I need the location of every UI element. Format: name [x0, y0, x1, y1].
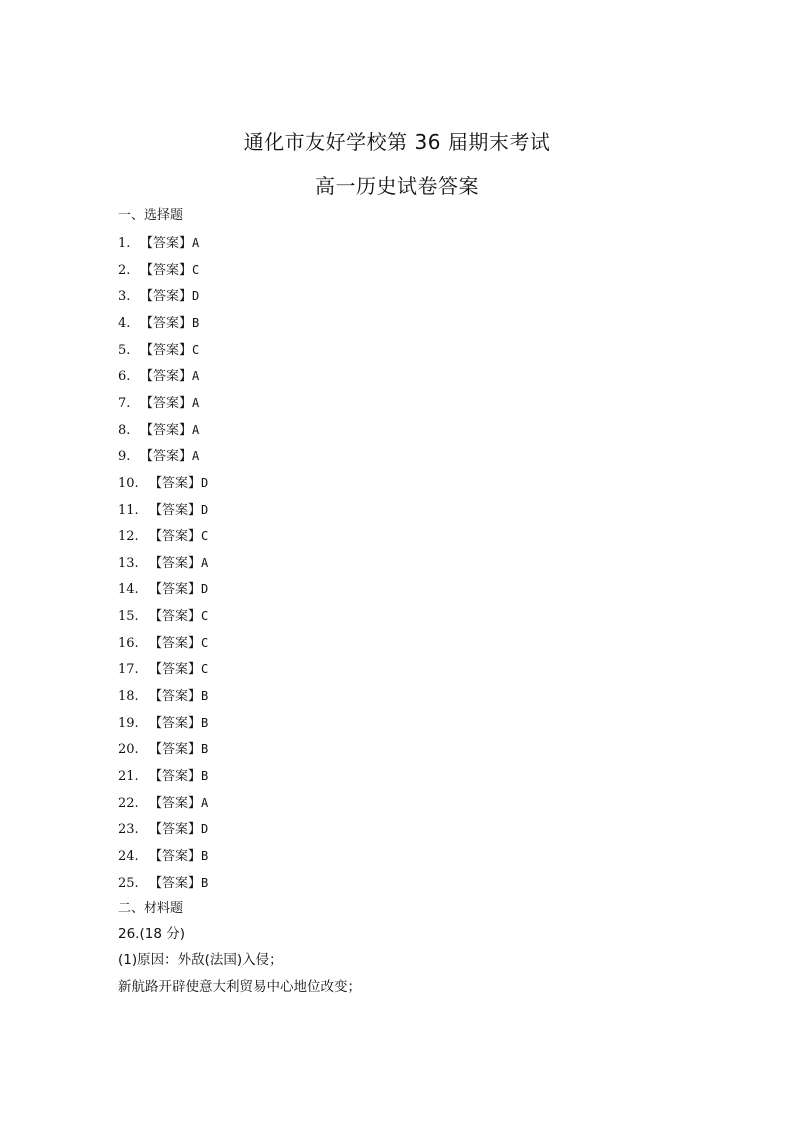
question-number: 8. — [118, 422, 131, 438]
answer-marker: 【答案】 — [149, 582, 202, 598]
answer-marker: 【答案】 — [149, 635, 202, 651]
section-heading-material: 二、材料题 — [118, 901, 184, 917]
question-number: 3. — [118, 289, 131, 305]
question-number: 1. — [118, 236, 131, 251]
answer-letter: A — [192, 369, 200, 384]
answer-marker: 【答案】 — [149, 715, 202, 731]
document-subtitle: 高一历史试卷答案 — [315, 174, 479, 198]
answer-item — [118, 421, 199, 440]
answer-letter: C — [201, 609, 209, 624]
question-number: 16. — [118, 635, 139, 651]
question-number: 17. — [118, 662, 139, 678]
answer-item — [118, 474, 208, 493]
answer-marker: 【答案】 — [149, 529, 202, 545]
answer-item — [118, 687, 208, 706]
question-number: 14. — [118, 582, 139, 598]
answer-letter: C — [201, 662, 209, 677]
answer-letter: C — [192, 262, 200, 277]
answer-marker: 【答案】 — [149, 795, 202, 811]
question-number: 21. — [118, 769, 139, 784]
answer-marker: 【答案】 — [149, 555, 202, 571]
answer-letter: C — [201, 635, 209, 650]
answer-item — [118, 714, 208, 733]
answer-letter: D — [201, 502, 209, 517]
answer-item — [118, 820, 208, 839]
answer-letter: C — [192, 342, 200, 357]
answer-item — [118, 554, 208, 573]
answer-marker: 【答案】 — [140, 289, 193, 305]
question-26-answer-line-2: 新航路开辟使意大利贸易中心地位改变； — [118, 979, 361, 996]
answer-marker: 【答案】 — [140, 449, 193, 465]
answer-letter: D — [201, 822, 209, 837]
answer-marker: 【答案】 — [140, 342, 193, 358]
question-number: 6. — [118, 369, 131, 385]
answer-letter: C — [201, 529, 209, 544]
answer-item — [118, 447, 199, 466]
answer-item — [118, 314, 199, 333]
answer-item — [118, 501, 208, 520]
answer-item — [118, 580, 208, 599]
answer-item — [118, 394, 199, 413]
question-number: 22. — [118, 795, 139, 811]
question-number: 10. — [118, 475, 139, 491]
answer-letter: A — [201, 795, 209, 810]
question-number: 12. — [118, 529, 139, 545]
question-number: 23. — [118, 822, 139, 838]
answer-marker: 【答案】 — [140, 236, 193, 251]
question-number: 2. — [118, 262, 131, 278]
section-heading-choice: 一、选择题 — [118, 208, 184, 223]
answer-letter: A — [192, 422, 200, 437]
answer-marker: 【答案】 — [140, 395, 193, 411]
answer-letter: D — [201, 475, 209, 490]
answer-item — [118, 794, 208, 813]
question-number: 15. — [118, 609, 139, 625]
answer-item — [118, 740, 208, 759]
answer-item — [118, 341, 199, 360]
question-number: 18. — [118, 689, 139, 705]
answer-item — [118, 874, 208, 893]
answer-letter: B — [201, 875, 209, 890]
answer-item — [118, 634, 208, 653]
answer-item — [118, 847, 208, 866]
answer-item — [118, 287, 199, 306]
question-number: 9. — [118, 449, 131, 465]
question-number: 19. — [118, 715, 139, 731]
answer-item — [118, 234, 199, 253]
answer-letter: A — [201, 555, 209, 570]
answer-marker: 【答案】 — [149, 609, 202, 625]
answer-letter: B — [201, 715, 209, 730]
question-26-header: 26.(18 分) — [118, 926, 185, 943]
answer-marker: 【答案】 — [149, 689, 202, 705]
question-number: 4. — [118, 315, 131, 331]
answer-item — [118, 767, 208, 786]
answer-letter: B — [201, 689, 209, 704]
answer-letter: B — [201, 742, 209, 757]
answer-letter: D — [201, 582, 209, 597]
answer-marker: 【答案】 — [149, 822, 202, 838]
answer-marker: 【答案】 — [149, 769, 202, 784]
answer-marker: 【答案】 — [140, 262, 193, 278]
question-26-answer-line-1: (1)原因：外敌(法国)入侵； — [118, 952, 283, 969]
answer-marker: 【答案】 — [140, 422, 193, 438]
answer-marker: 【答案】 — [149, 475, 202, 491]
answer-letter: A — [192, 449, 200, 464]
answer-marker: 【答案】 — [149, 742, 202, 758]
answer-marker: 【答案】 — [149, 848, 202, 864]
question-number: 7. — [118, 395, 131, 411]
answer-item — [118, 367, 199, 386]
answer-item — [118, 527, 208, 546]
document-title: 通化市友好学校第 36 届期末考试 — [243, 130, 551, 154]
answer-marker: 【答案】 — [149, 502, 202, 518]
question-number: 5. — [118, 342, 131, 358]
answer-item — [118, 607, 208, 626]
answer-letter: D — [192, 289, 200, 304]
question-number: 24. — [118, 848, 139, 864]
question-number: 11. — [118, 502, 139, 518]
question-number: 13. — [118, 555, 139, 571]
answer-marker: 【答案】 — [140, 315, 193, 331]
answer-letter: A — [192, 236, 200, 250]
answer-letter: B — [201, 769, 209, 783]
answer-item — [118, 261, 199, 280]
answer-marker: 【答案】 — [140, 369, 193, 385]
answer-letter: B — [192, 315, 200, 330]
answer-marker: 【答案】 — [149, 662, 202, 678]
answer-item — [118, 660, 208, 679]
answer-marker: 【答案】 — [149, 875, 202, 891]
question-number: 25. — [118, 875, 139, 891]
question-number: 20. — [118, 742, 139, 758]
answer-letter: A — [192, 395, 200, 410]
answer-letter: B — [201, 848, 209, 863]
